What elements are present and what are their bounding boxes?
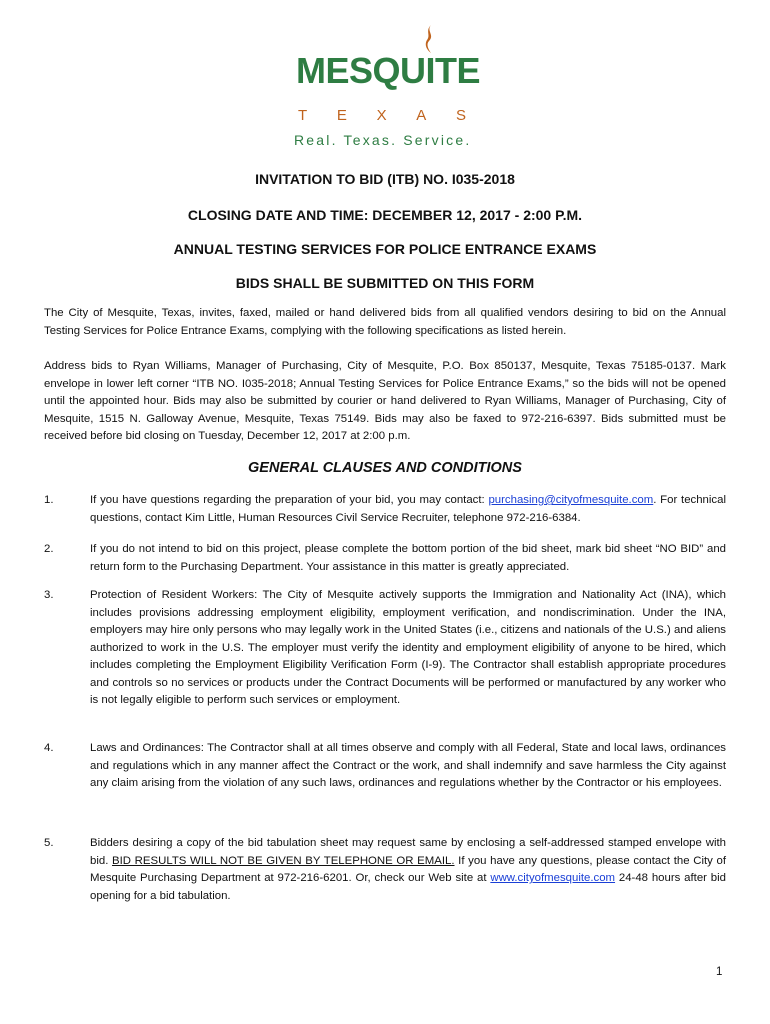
clause-text: Protection of Resident Workers: The City of Mesquite actively supports the Immigration and Nationality Act (INA), which includes provisions addressing employment eligibility, employment verification, and nondiscrimination. Under the INA, employers may hire only persons who may legally work in the United States (i.e., citizens and nationals of the U.S.) and aliens authorized to work in the U.S. The employer must verify the identity and employment eligibility of anyone to be hired, which includes completing the Employment Eligibility Verification Form (I-9). The Contractor shall establish appropriate procedures and controls so no services or products under the Contract Documents will be performed or manufactured by any worker who is not legally eligible to perform such services or employment. (90, 589, 726, 706)
itb-number-heading: INVITATION TO BID (ITB) NO. I035-2018 (255, 171, 515, 187)
intro-paragraph: The City of Mesquite, Texas, invites, faxed, mailed or hand delivered bids from all qualified vendors desiring to bid on the Annual Testing Services for Police Entrance Exams, complying with the following specifications as listed herein. (44, 307, 726, 337)
logo-wordmark: MESQUITE (296, 50, 481, 91)
clause-text-part: Bidders desiring a copy of the bid tabulation sheet may request same by enclosing a self-addressed stamped envelope with bid. (90, 837, 726, 867)
subject-heading: ANNUAL TESTING SERVICES FOR POLICE ENTRANCE EXAMS (173, 241, 597, 257)
clause-text (90, 492, 726, 527)
logo-state-letter: A (416, 107, 427, 124)
clause-text-part: If you have questions regarding the preparation of your bid, you may contact: (90, 494, 489, 506)
clause-number: 1. (44, 494, 54, 506)
clause-text-part: If you have any questions, please contact the City of Mesquite Purchasing Department at 972-216-6201. Or, check our Web site at (90, 854, 727, 884)
form-note-heading: BIDS SHALL BE SUBMITTED ON THIS FORM (235, 275, 535, 291)
clause-number: 5. (44, 837, 54, 849)
logo-state (298, 107, 466, 124)
clause-number: 4. (44, 742, 54, 754)
mesquite-logo (290, 22, 481, 148)
website-link[interactable]: www.cityofmesquite.com (490, 872, 616, 884)
logo-state-letter: X (376, 107, 387, 124)
clause-text (90, 835, 726, 905)
closing-date-heading: CLOSING DATE AND TIME: DECEMBER 12, 2017 - 2:00 P.M. (187, 207, 583, 223)
address-paragraph: Address bids to Ryan Williams, Manager of Purchasing, City of Mesquite, P.O. Box 850137, Mesquite, Texas 75185-0137. Mark envelope in lower left corner “ITB NO. I035-2018; Annual Testing Services for Police Entrance Exams,” so the bids will not be opened until the appointed hour. Bids may also be submitted by courier or hand delivered to Ryan Williams, Manager of Purchasing, City of Mesquite, 1515 N. Galloway Avenue, Mesquite, Texas 75149. Bids may also be faxed to 972-216-6397. Bids submitted must be received before bid closing on Tuesday, December 12, 2017 at 2:00 p.m. (44, 360, 726, 442)
section-title: GENERAL CLAUSES AND CONDITIONS (248, 460, 522, 476)
clause-number: 3. (44, 589, 54, 601)
logo-state-letter: T (298, 107, 308, 124)
bid-results-notice: BID RESULTS WILL NOT BE GIVEN BY TELEPHONE OR EMAIL. (112, 854, 455, 867)
clause-text-part: 24-48 hours after bid opening for a bid tabulation. (90, 872, 726, 902)
logo-state-letter: E (336, 107, 347, 124)
page-number: 1 (716, 966, 723, 978)
logo-state-letter: S (455, 107, 466, 124)
clause-text-part: . For technical questions, contact Kim Little, Human Resources Civil Service Recruiter, telephone 972-216-6384. (90, 494, 726, 524)
logo-tagline: Real. Texas. Service. (294, 132, 472, 148)
clause-number: 2. (44, 543, 54, 555)
clause-text: Laws and Ordinances: The Contractor shall at all times observe and comply with all Federal, State and local laws, ordinances and regulations which in any manner affect the Contract or the work, and shall indemnify and save harmless the City against any claim arising from the violation of any such laws, ordinances and regulations whether by the Contractor or his employees. (90, 742, 726, 789)
clause-text: If you do not intend to bid on this project, please complete the bottom portion of the bid sheet, mark bid sheet “NO BID” and return form to the Purchasing Department. Your assistance in this matter is greatly appreciated. (90, 543, 726, 573)
purchasing-email-link[interactable]: purchasing@cityofmesquite.com (488, 494, 654, 506)
